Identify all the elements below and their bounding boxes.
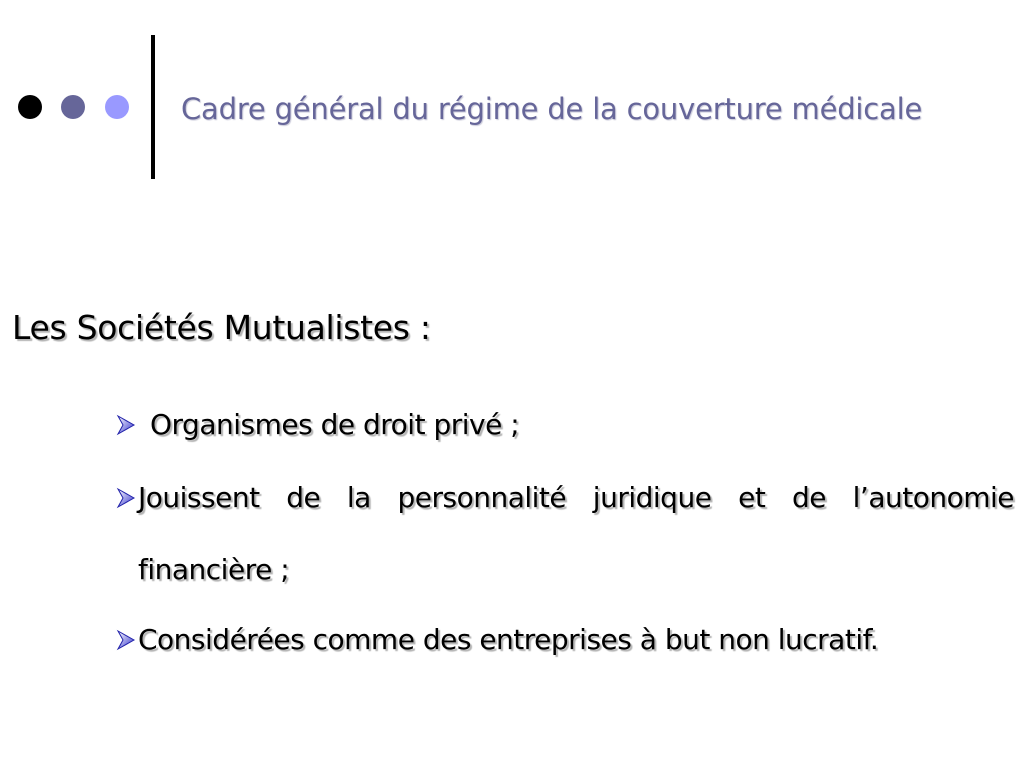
section-heading: Les Sociétés Mutualistes : (12, 308, 431, 347)
decorative-dot-black (18, 95, 42, 119)
decorative-dot-periwinkle (105, 95, 129, 119)
arrow-bullet-icon (116, 414, 136, 436)
arrow-bullet-icon (116, 487, 136, 509)
bullet-item (112, 610, 1014, 670)
bullet-text: Organismes de droit privé ; (150, 408, 520, 441)
decorative-dot-slate (61, 95, 85, 119)
bullet-list (112, 400, 1014, 670)
arrow-bullet-icon (116, 629, 136, 651)
bullet-text: Considérées comme des entreprises à but non lucratif. (138, 623, 879, 656)
title-divider (151, 35, 155, 179)
slide-title: Cadre général du régime de la couverture médicale (181, 92, 923, 126)
bullet-item (112, 462, 1014, 606)
bullet-item (112, 400, 1014, 450)
bullet-text: Jouissent de la personnalité juridique et de l’autonomie financière ; (138, 481, 1014, 586)
